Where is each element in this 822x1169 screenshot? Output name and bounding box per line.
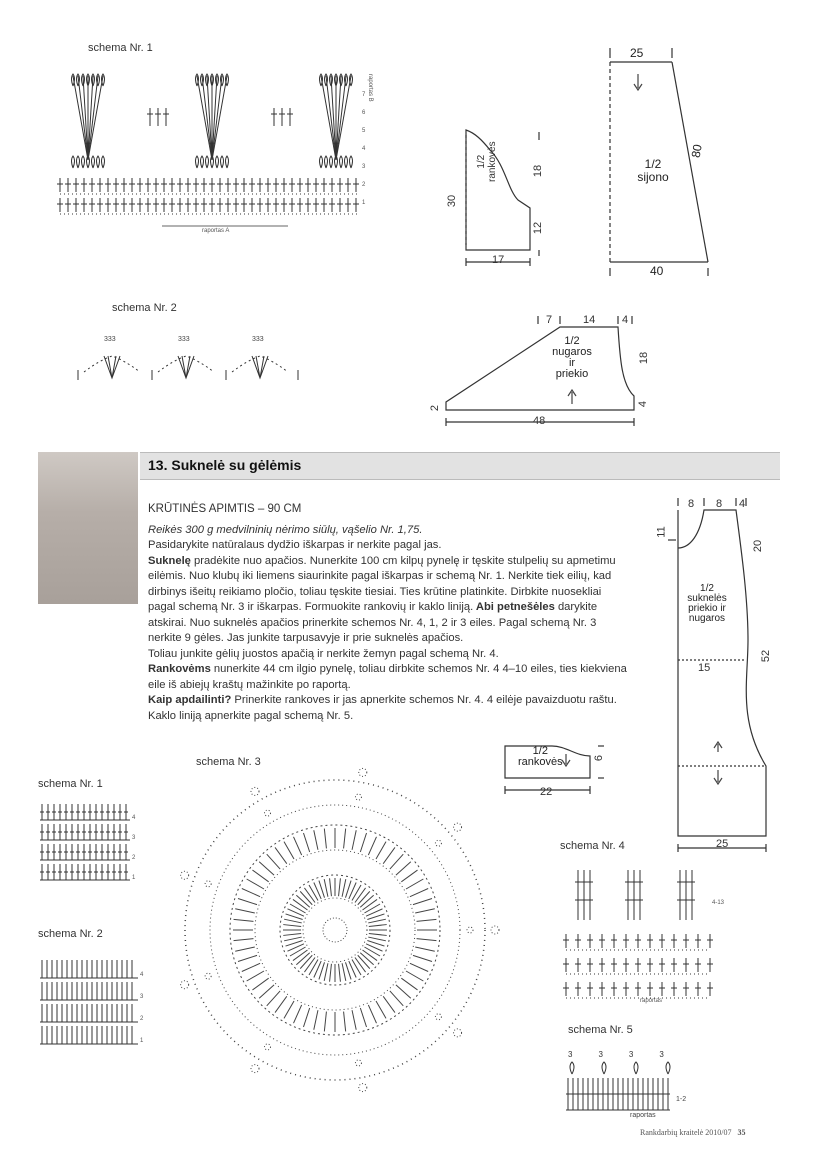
schema1-label: schema Nr. 1: [88, 42, 153, 54]
schema5-side-label: 1-2: [676, 1096, 687, 1103]
schema1-top-diagram: [57, 74, 360, 226]
schema1-bottom-diagram: [40, 804, 130, 880]
sleeve-top-height: 30: [446, 194, 459, 208]
sleeve-top-label: 1/2 rankovės: [476, 141, 498, 182]
dress-dim-c: 4: [739, 498, 746, 510]
sleeve-top-lower: 12: [532, 221, 545, 235]
schema3-label: schema Nr. 3: [196, 756, 261, 768]
back-dim-b: 14: [583, 314, 596, 326]
schema5-label: schema Nr. 5: [568, 1024, 633, 1036]
dress-dim-mid: 15: [698, 662, 711, 674]
schema2-bottom-label: schema Nr. 2: [38, 928, 103, 940]
dress-label: 1/2 suknelės priekio ir nugaros: [687, 583, 727, 624]
sleeve2-dim-w: 22: [540, 786, 553, 798]
paragraph-5: Rankovėms nunerkite 44 cm ilgio pynelę, toliau dirbkite schemos Nr. 4 4–10 eiles, ties kiekviena eile iš abiejų kraštų mažinkite po raportą.: [148, 663, 627, 691]
back-dim-left: 2: [429, 404, 442, 412]
paragraph-4: Toliau junkite gėlių juostos apačią ir nerkite žemyn pagal schemą Nr. 4.: [148, 647, 499, 660]
schema2-label: schema Nr. 2: [112, 302, 177, 314]
article-title-bar: [140, 452, 780, 480]
paragraph-2: Suknelę pradėkite nuo apačios. Nunerkite 100 cm kilpų pynelę ir tęskite stulpelių su apmetimu eilėmis. Nuo klubų iki liemens siaurinkite pagal iškarpas ir schemą Nr. 1. Nerkite tiek eilių, kad dirbinys išeitų reikiamo pločio, toliau tęskite tiesiai. Ties krūtine platinkite. Dirbkite nuosekliai pagal schemą Nr. 3 ir iškarpas. Formuokite rankovių ir kaklo liniją. Abi petnešėles darykite atskirai. Nuo suknelės apačios prinerkite schemos Nr. 4, 1, 2 ir 3 eiles. Pagal schemą Nr. 3 nerkite 9 gėles. Jas junkite tarpusavyje ir prie suknelės apačios.: [148, 554, 616, 644]
sleeve-top-width: 17: [492, 254, 505, 266]
schema2-bottom-rows: 4 3 2 1: [140, 972, 144, 1044]
skirt-top-dim: 25: [630, 46, 644, 60]
dress-dim-right-top: 20: [752, 539, 765, 553]
schema1-bottom-label: schema Nr. 1: [38, 778, 103, 790]
schema4-side-label: 4-13: [712, 900, 725, 906]
bust-size: KRŪTINĖS APIMTIS – 90 CM: [148, 503, 302, 515]
back-dim-small: 4: [637, 400, 650, 408]
page-footer: Rankdarbių kraitelė 2010/07 35: [640, 1128, 746, 1137]
schema4-label: schema Nr. 4: [560, 840, 625, 852]
schema1-side-label: raportas B: [367, 74, 373, 102]
schema5-diagram: [566, 1062, 670, 1110]
dress-dim-b: 8: [716, 498, 723, 510]
schema1-bottom-label: raportas A: [202, 228, 230, 234]
back-label: 1/2 nugaros ir priekio: [552, 335, 592, 380]
sleeve2-dim-h: 6: [593, 754, 606, 762]
dress-dim-right: 52: [760, 649, 773, 663]
sleeve2-label: 1/2 rankovės: [518, 745, 563, 768]
dress-photo: [38, 452, 138, 604]
article-title: 13. Suknelė su gėlėmis: [148, 457, 302, 473]
dress-dim-a: 8: [688, 498, 695, 510]
schema4-repeat-label: raportas: [640, 998, 663, 1004]
schema2-count-1: 333: [104, 336, 116, 343]
paragraph-6: Kaip apdailinti? Prinerkite rankoves ir jas apnerkite schemos Nr. 4. 4 eilėje pavaizduotu raštu. Kaklo liniją apnerkite pagal schemą Nr. 5.: [148, 694, 617, 722]
schema1-bottom-rows: 4 3 2 1: [132, 815, 136, 881]
back-dim-side: 18: [638, 351, 651, 365]
skirt-side-dim: 80: [688, 143, 705, 159]
skirt-label: 1/2 sijono: [637, 157, 669, 184]
sleeve-top-upper: 18: [532, 164, 545, 178]
schema5-counts: 3 3 3 3: [568, 1050, 664, 1059]
schema3-flower-diagram: [181, 768, 499, 1091]
paragraph-1: Pasidarykite natūralaus dydžio iškarpas ir nerkite pagal jas.: [148, 539, 442, 551]
schema2-bottom-diagram: [40, 960, 138, 1044]
schema4-diagram: [563, 870, 713, 998]
back-dim-c: 4: [622, 314, 629, 326]
dress-dim-bottom: 25: [716, 838, 729, 850]
schema5-repeat-label: raportas: [630, 1112, 656, 1119]
materials: Reikės 300 g medvilninių nėrimo siūlų, vąšelio Nr. 1,75.: [148, 523, 423, 536]
skirt-bottom-dim: 40: [650, 264, 664, 278]
schema2-count-3: 333: [252, 336, 264, 343]
article-body: [148, 502, 628, 724]
back-dim-a: 7: [546, 314, 553, 326]
schema2-count-2: 333: [178, 336, 190, 343]
schema2-top-diagram: [78, 356, 298, 380]
back-front-pattern: [446, 316, 634, 426]
back-dim-bottom: 48: [533, 415, 546, 427]
dress-dim-left: 11: [655, 526, 668, 538]
schema1-row-numbers: 7 6 5 4 3 2 1: [362, 92, 366, 206]
